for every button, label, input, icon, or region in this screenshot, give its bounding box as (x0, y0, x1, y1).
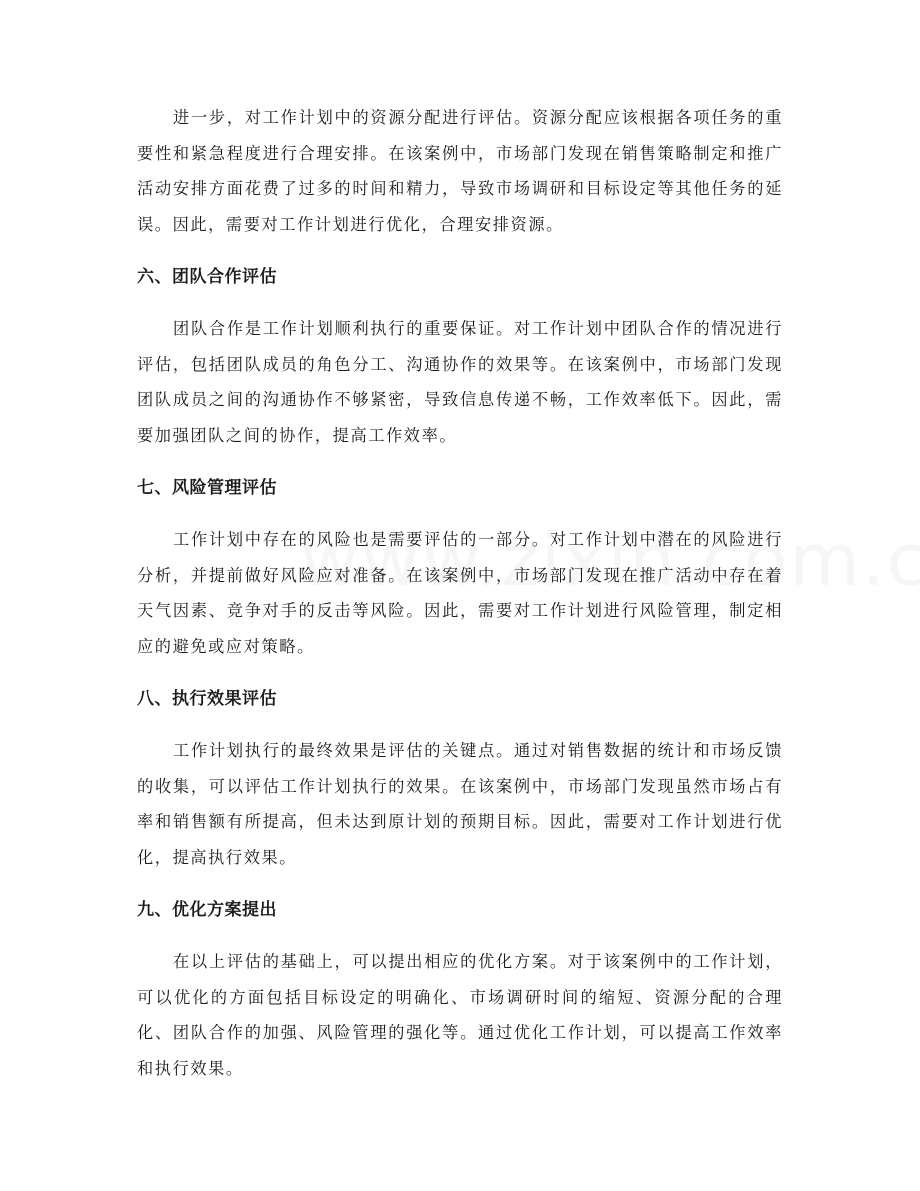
paragraph-optimization-plan: 在以上评估的基础上，可以提出相应的优化方案。对于该案例中的工作计划，可以优化的方面包括目标设定的明确化、市场调研时间的缩短、资源分配的合理化、团队合作的加强、风险管理的强化等。通过优化工作计划，可以提高工作效率和执行效果。 (137, 952, 783, 1078)
paragraph-team-collaboration: 团队合作是工作计划顺利执行的重要保证。对工作计划中团队合作的情况进行评估，包括团队成员的角色分工、沟通协作的效果等。在该案例中，市场部门发现团队成员之间的沟通协作不够紧密，导致信息传递不畅，工作效率低下。因此，需要加强团队之间的协作，提高工作效率。 (137, 319, 783, 445)
heading-optimization-plan: 九、优化方案提出 (137, 900, 277, 920)
paragraph-risk-management: 工作计划中存在的风险也是需要评估的一部分。对工作计划中潜在的风险进行分析，并提前做好风险应对准备。在该案例中，市场部门发现在推广活动中存在着天气因素、竞争对手的反击等风险。因此，需要对工作计划进行风险管理，制定相应的避免或应对策略。 (137, 530, 783, 656)
heading-execution-effect: 八、执行效果评估 (137, 689, 277, 709)
document-page (137, 100, 783, 1086)
heading-team-collaboration: 六、团队合作评估 (137, 267, 277, 287)
heading-risk-management: 七、风险管理评估 (137, 478, 277, 498)
paragraph-resource-allocation: 进一步，对工作计划中的资源分配进行评估。资源分配应该根据各项任务的重要性和紧急程度进行合理安排。在该案例中，市场部门发现在销售策略制定和推广活动安排方面花费了过多的时间和精力，导致市场调研和目标设定等其他任务的延误。因此，需要对工作计划进行优化，合理安排资源。 (137, 108, 783, 234)
paragraph-execution-effect: 工作计划执行的最终效果是评估的关键点。通过对销售数据的统计和市场反馈的收集，可以评估工作计划执行的效果。在该案例中，市场部门发现虽然市场占有率和销售额有所提高，但未达到原计划的预期目标。因此，需要对工作计划进行优化，提高执行效果。 (137, 741, 783, 867)
